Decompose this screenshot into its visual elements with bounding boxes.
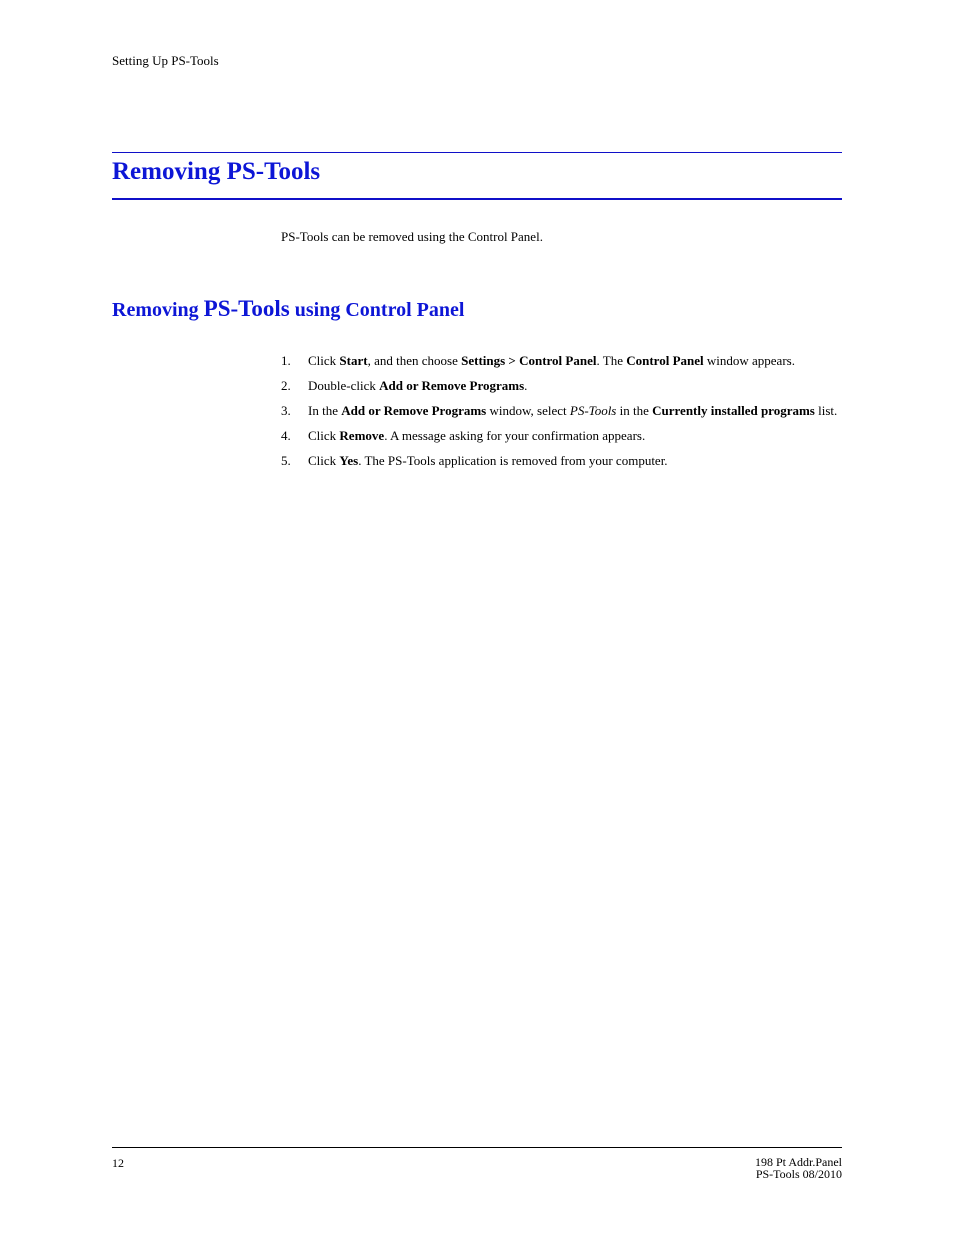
step-text: Click xyxy=(308,353,340,368)
step-text: Add or Remove Programs xyxy=(341,403,487,418)
page-number: 12 xyxy=(112,1156,124,1170)
intro-paragraph: PS-Tools can be removed using the Control Panel. xyxy=(281,229,543,244)
list-item xyxy=(281,377,842,394)
list-item xyxy=(281,427,842,444)
step-text: Start xyxy=(339,353,368,368)
step-number: 4. xyxy=(281,428,291,443)
subsection-title-part1: Removing xyxy=(112,299,204,321)
step-text: window appears. xyxy=(703,353,795,368)
section-title: Removing PS-Tools xyxy=(112,158,321,185)
step-text: . xyxy=(524,378,528,393)
running-header: Setting Up PS-Tools xyxy=(112,53,219,68)
subsection-title-part3: using Control Panel xyxy=(289,299,465,321)
list-item xyxy=(281,452,842,469)
step-text: . The xyxy=(596,353,627,368)
step-text: Double-click xyxy=(308,378,380,393)
step-text: window, select xyxy=(486,403,570,418)
step-text: PS-Tools xyxy=(569,403,617,418)
step-text: Remove xyxy=(339,428,385,443)
step-text: Settings > Control Panel xyxy=(461,353,597,368)
step-number: 2. xyxy=(281,378,291,393)
step-text: . The PS-Tools application is removed from your computer. xyxy=(358,453,668,468)
section-rule-top xyxy=(112,152,842,153)
step-text: , and then choose xyxy=(367,353,462,368)
footer-product-line1: 198 Pt Addr.Panel xyxy=(754,1155,842,1169)
steps-list xyxy=(281,352,842,477)
step-number: 1. xyxy=(281,353,291,368)
step-text: Yes xyxy=(339,453,359,468)
step-text: . A message asking for your confirmation appears. xyxy=(384,428,646,443)
step-text: Control Panel xyxy=(626,353,704,368)
step-text: list. xyxy=(814,403,838,418)
step-text: Currently installed programs xyxy=(652,403,815,418)
step-text: Click xyxy=(308,453,340,468)
subsection-title-part2: PS-Tools xyxy=(203,296,290,321)
footer-product-info xyxy=(755,1156,842,1180)
footer-rule xyxy=(112,1147,842,1148)
footer-product-line2: PS-Tools 08/2010 xyxy=(755,1167,842,1181)
subsection-title xyxy=(112,294,464,325)
step-text: Add or Remove Programs xyxy=(379,378,525,393)
step-number: 5. xyxy=(281,453,291,468)
list-item xyxy=(281,402,842,419)
list-item xyxy=(281,352,842,369)
step-text: Click xyxy=(308,428,340,443)
section-rule-bottom xyxy=(112,198,842,200)
step-text: in the xyxy=(616,403,653,418)
step-text: In the xyxy=(308,403,342,418)
step-number: 3. xyxy=(281,403,291,418)
